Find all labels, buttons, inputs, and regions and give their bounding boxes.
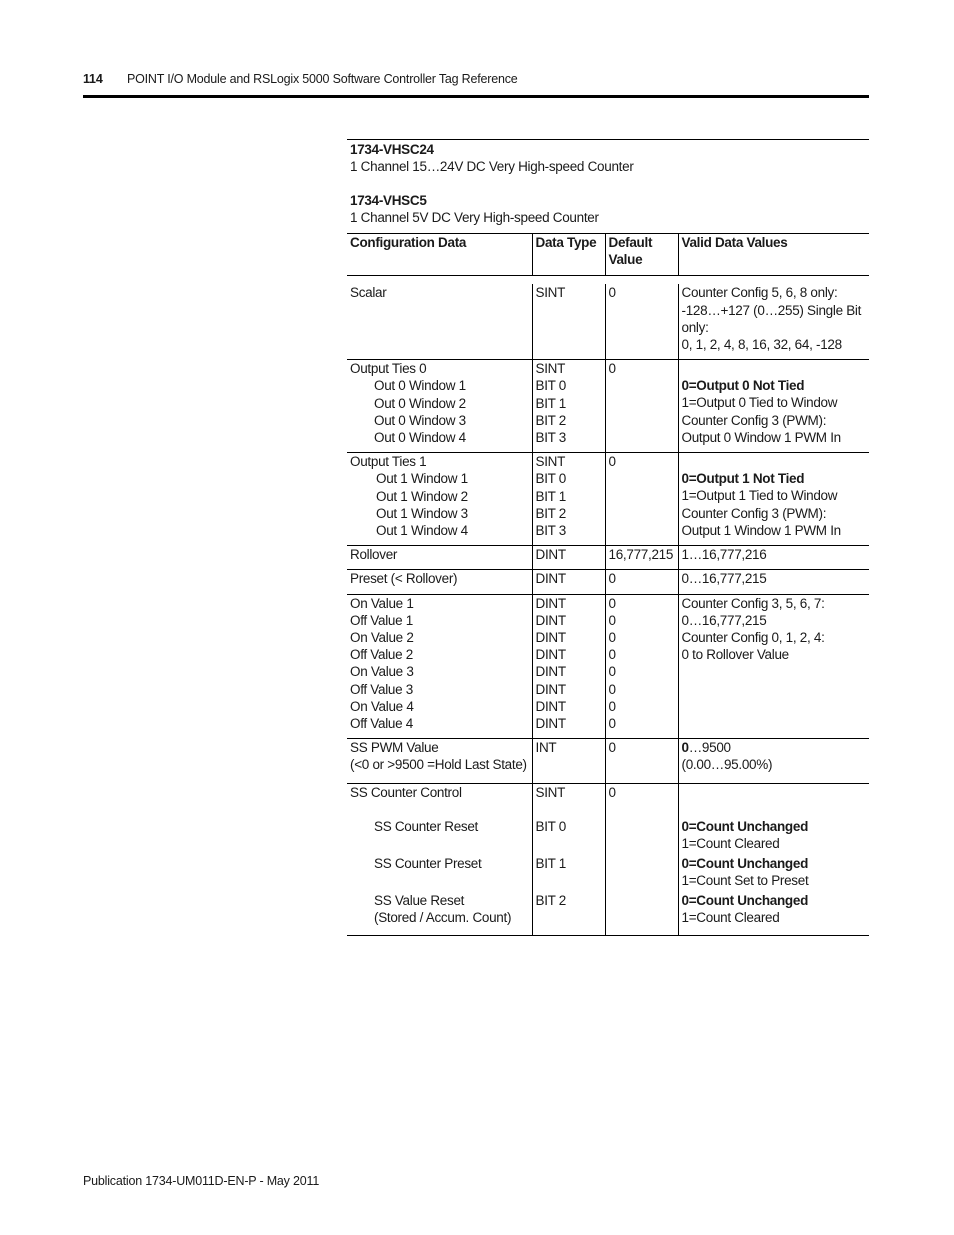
data-type: DINT <box>532 546 605 570</box>
config-name: Scalar <box>347 284 532 359</box>
table-header-row <box>347 234 869 276</box>
section-vhsc5 <box>350 192 599 226</box>
valid-values: 0…9500 (0.00…95.00%) <box>678 739 869 783</box>
column-header: Configuration Data <box>347 234 532 276</box>
section-subtitle: 1 Channel 15…24V DC Very High-speed Counter <box>350 159 634 174</box>
data-type: SINT BIT 0 BIT 1 BIT 2 <box>532 783 605 936</box>
table-row <box>347 594 869 739</box>
column-header: Default Value <box>605 234 678 276</box>
column-header: Valid Data Values <box>678 234 869 276</box>
header-rule <box>83 95 869 98</box>
valid-values: 0=Output 0 Not Tied 1=Output 0 Tied to Window Counter Config 3 (PWM): Output 0 Window 1 PWM In <box>678 360 869 453</box>
default-value: 0 <box>605 284 678 359</box>
table-row <box>347 284 869 359</box>
valid-values: Counter Config 5, 6, 8 only: -128…+127 (0…255) Single Bit only: 0, 1, 2, 4, 8, 16, 32, 64, -128 <box>678 284 869 359</box>
default-value: 0 <box>605 783 678 936</box>
section-subtitle: 1 Channel 5V DC Very High-speed Counter <box>350 210 599 225</box>
data-type: SINT BIT 0 BIT 1 BIT 2 BIT 3 <box>532 360 605 453</box>
config-name: Output Ties 0 Out 0 Window 1 Out 0 Window 2 Out 0 Window 3 Out 0 Window 4 <box>347 360 532 453</box>
data-type: INT <box>532 739 605 783</box>
table-row <box>347 783 869 936</box>
section-title: 1734-VHSC24 <box>350 142 434 157</box>
column-header: Data Type <box>532 234 605 276</box>
page-header <box>83 72 518 86</box>
valid-values: 0…16,777,215 <box>678 570 869 594</box>
config-name: Output Ties 1 Out 1 Window 1 Out 1 Window 2 Out 1 Window 3 Out 1 Window 4 <box>347 453 532 546</box>
section-rule <box>347 139 869 140</box>
default-value: 0 <box>605 570 678 594</box>
page-number: 114 <box>83 72 103 86</box>
config-name: Preset (< Rollover) <box>347 570 532 594</box>
valid-values: Counter Config 3, 5, 6, 7: 0…16,777,215 Counter Config 0, 1, 2, 4: 0 to Rollover Value <box>678 594 869 739</box>
page-footer: Publication 1734-UM011D-EN-P - May 2011 <box>83 1174 320 1188</box>
default-value: 0 <box>605 739 678 783</box>
valid-values: 0=Count Unchanged 1=Count Cleared 0=Count Unchanged 1=Count Set to Preset 0=Count Unchanged 1=Count Cleared <box>678 783 869 936</box>
config-name: SS PWM Value (<0 or >9500 =Hold Last State) <box>347 739 532 783</box>
valid-values: 1…16,777,216 <box>678 546 869 570</box>
table-row <box>347 570 869 594</box>
section-title: 1734-VHSC5 <box>350 193 427 208</box>
table-row <box>347 453 869 546</box>
default-value: 16,777,215 <box>605 546 678 570</box>
default-value: 0 <box>605 453 678 546</box>
table-row <box>347 739 869 783</box>
table-row <box>347 546 869 570</box>
data-type: DINT <box>532 570 605 594</box>
default-value: 0 <box>605 360 678 453</box>
data-type: DINT DINT DINT DINT DINT DINT DINT DINT <box>532 594 605 739</box>
section-vhsc24 <box>350 141 634 175</box>
header-title: POINT I/O Module and RSLogix 5000 Software Controller Tag Reference <box>127 72 518 86</box>
default-value: 0 0 0 0 0 0 0 0 <box>605 594 678 739</box>
config-name: On Value 1 Off Value 1 On Value 2 Off Value 2 On Value 3 Off Value 3 On Value 4 Off Value 4 <box>347 594 532 739</box>
config-name: Rollover <box>347 546 532 570</box>
table-row <box>347 360 869 453</box>
config-name: SS Counter Control SS Counter Reset SS Counter Preset SS Value Reset (Stored / Accum. Count) <box>347 783 532 936</box>
configuration-table <box>347 233 869 936</box>
data-type: SINT BIT 0 BIT 1 BIT 2 BIT 3 <box>532 453 605 546</box>
valid-values: 0=Output 1 Not Tied 1=Output 1 Tied to Window Counter Config 3 (PWM): Output 1 Window 1 PWM In <box>678 453 869 546</box>
data-type: SINT <box>532 284 605 359</box>
